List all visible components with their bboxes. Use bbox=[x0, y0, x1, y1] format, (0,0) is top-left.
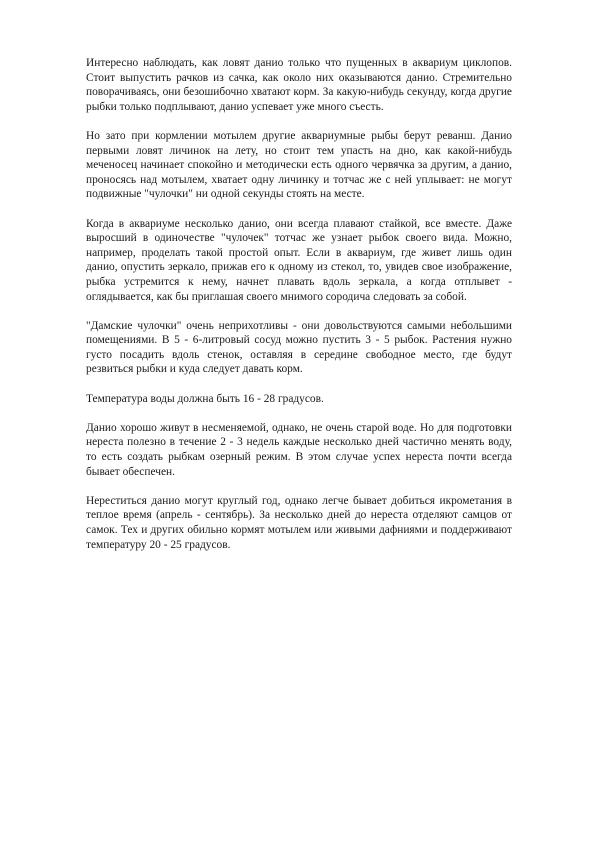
paragraph-5: Температура воды должна быть 16 - 28 градусов. bbox=[86, 392, 324, 405]
paragraph-6: Данио хорошо живут в несменяемой, однако, не очень старой воде. Но для подготовки нереста полезно в течение 2 - 3 недель каждые несколько дней частично менять воду, то есть создать рыбкам озерный режим. В этом случае успех нереста почти всегда бывает обеспечен. bbox=[86, 421, 512, 478]
paragraph-2: Но зато при кормлении мотылем другие аквариумные рыбы берут реванш. Данио первыми ловят личинок на лету, но стоит тем упасть на дно, как какой-нибудь меченосец начинает спокойно и методически есть одного червячка за другим, а данио, проносясь над мотылем, хватает одну личинку и тотчас же с ней уплывает: не могут подвижные "чулочки" ни одной секунды стоять на месте. bbox=[86, 129, 512, 201]
paragraph-1: Интересно наблюдать, как ловят данио только что пущенных в аквариум циклопов. Стоит выпустить рачков из сачка, как около них оказываются данио. Стремительно поворачиваясь, они безошибочно хватают корм. За какую-нибудь секунду, когда другие рыбки только подплывают, данио успевает уже много съесть. bbox=[86, 57, 512, 113]
paragraph-7: Нереститься данио могут круглый год, однако легче бывает добиться икрометания в теплое время (апрель - сентябрь). За несколько дней до нереста отделяют самцов от самок. Тех и других обильно кормят мотылем или живыми дафниями и поддерживают температуру 20 - 25 градусов. bbox=[86, 494, 512, 551]
paragraph-4: "Дамские чулочки" очень неприхотливы - они довольствуются самыми небольшими помещениями. В 5 - 6-литровый сосуд можно пустить 3 - 5 рыбок. Растения нужно густо посадить вдоль стенок, оставляя в середине свободное место, где будут резвиться рыбки и куда следует давать корм. bbox=[86, 319, 512, 376]
paragraph-3: Когда в аквариуме несколько данио, они всегда плавают стайкой, все вместе. Даже выросший в одиночестве "чулочек" тотчас же узнает рыбок своего вида. Можно, например, проделать такой простой опыт. Если в аквариум, где живет лишь один данио, опустить зеркало, прижав его к одному из стекол, то, увидев свое изображение, рыбка устремится к нему, начнет плавать вдоль зеркала, а когда отплывет - оглядывается, как бы приглашая своего мнимого сородича следовать за собой. bbox=[86, 217, 512, 303]
document-page bbox=[86, 56, 512, 567]
